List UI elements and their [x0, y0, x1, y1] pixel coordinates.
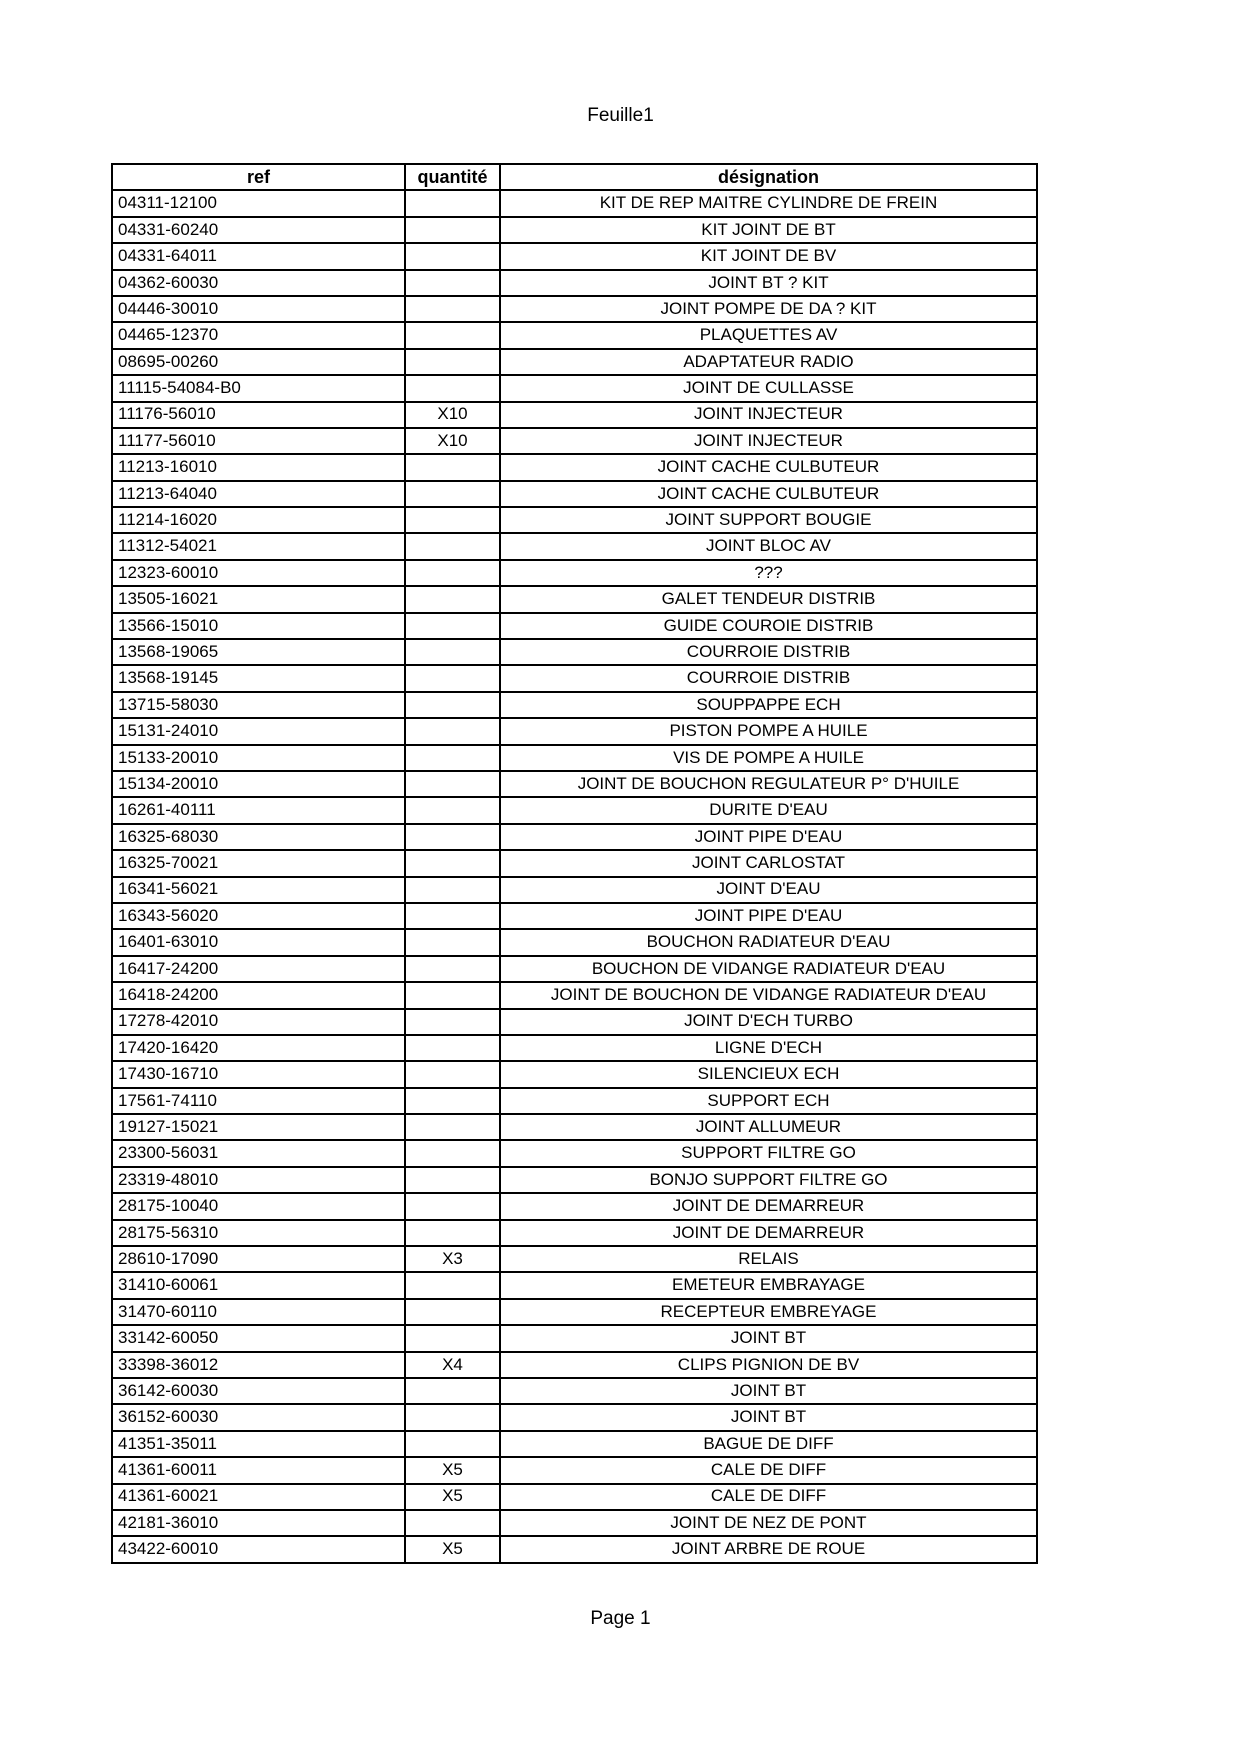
- ref-cell: 17278-42010: [112, 1009, 405, 1035]
- table-row: [112, 243, 1037, 269]
- des-cell: JOINT BT: [500, 1325, 1037, 1351]
- qty-cell: [405, 375, 500, 401]
- qty-cell: [405, 1088, 500, 1114]
- des-cell: PLAQUETTES AV: [500, 322, 1037, 348]
- qty-cell: [405, 692, 500, 718]
- ref-cell: 15133-20010: [112, 745, 405, 771]
- ref-cell: 17430-16710: [112, 1061, 405, 1087]
- table-row: [112, 1220, 1037, 1246]
- ref-cell: 17420-16420: [112, 1035, 405, 1061]
- qty-cell: [405, 718, 500, 744]
- qty-cell: [405, 903, 500, 929]
- qty-cell: [405, 824, 500, 850]
- qty-cell: [405, 1272, 500, 1298]
- des-cell: BAGUE DE DIFF: [500, 1431, 1037, 1457]
- des-cell: GALET TENDEUR DISTRIB: [500, 586, 1037, 612]
- page-number: Page 1: [590, 1608, 651, 1629]
- column-header-designation: désignation: [500, 164, 1037, 190]
- ref-cell: 28175-56310: [112, 1220, 405, 1246]
- ref-cell: 16325-70021: [112, 850, 405, 876]
- ref-cell: 42181-36010: [112, 1510, 405, 1536]
- ref-cell: 43422-60010: [112, 1536, 405, 1562]
- qty-cell: [405, 613, 500, 639]
- table-row: [112, 1457, 1037, 1483]
- ref-cell: 41361-60011: [112, 1457, 405, 1483]
- qty-cell: [405, 771, 500, 797]
- parts-table: [111, 163, 1038, 1564]
- des-cell: JOINT INJECTEUR: [500, 402, 1037, 428]
- qty-cell: [405, 217, 500, 243]
- des-cell: SUPPORT ECH: [500, 1088, 1037, 1114]
- des-cell: JOINT DE BOUCHON DE VIDANGE RADIATEUR D'EAU: [500, 982, 1037, 1008]
- qty-cell: X5: [405, 1457, 500, 1483]
- ref-cell: 04311-12100: [112, 190, 405, 216]
- des-cell: VIS DE POMPE A HUILE: [500, 745, 1037, 771]
- ref-cell: 16401-63010: [112, 929, 405, 955]
- qty-cell: X5: [405, 1536, 500, 1562]
- table-row: [112, 349, 1037, 375]
- table-row: [112, 1009, 1037, 1035]
- table-row: [112, 797, 1037, 823]
- table-row: [112, 824, 1037, 850]
- ref-cell: 16417-24200: [112, 956, 405, 982]
- table-row: [112, 560, 1037, 586]
- ref-cell: 23319-48010: [112, 1167, 405, 1193]
- qty-cell: [405, 454, 500, 480]
- ref-cell: 13568-19145: [112, 665, 405, 691]
- ref-cell: 13715-58030: [112, 692, 405, 718]
- ref-cell: 11214-16020: [112, 507, 405, 533]
- qty-cell: [405, 1220, 500, 1246]
- qty-cell: X4: [405, 1352, 500, 1378]
- ref-cell: 31410-60061: [112, 1272, 405, 1298]
- table-header-row: [112, 164, 1037, 190]
- qty-cell: [405, 243, 500, 269]
- ref-cell: 04465-12370: [112, 322, 405, 348]
- des-cell: BONJO SUPPORT FILTRE GO: [500, 1167, 1037, 1193]
- table-row: [112, 1378, 1037, 1404]
- ref-cell: 17561-74110: [112, 1088, 405, 1114]
- qty-cell: [405, 982, 500, 1008]
- table-row: [112, 1299, 1037, 1325]
- ref-cell: 13505-16021: [112, 586, 405, 612]
- table-row: [112, 1325, 1037, 1351]
- des-cell: ???: [500, 560, 1037, 586]
- des-cell: JOINT POMPE DE DA ? KIT: [500, 296, 1037, 322]
- table-row: [112, 586, 1037, 612]
- qty-cell: [405, 639, 500, 665]
- des-cell: CALE DE DIFF: [500, 1484, 1037, 1510]
- table-row: [112, 428, 1037, 454]
- qty-cell: [405, 1510, 500, 1536]
- table-row: [112, 613, 1037, 639]
- qty-cell: [405, 586, 500, 612]
- ref-cell: 04331-64011: [112, 243, 405, 269]
- ref-cell: 11176-56010: [112, 402, 405, 428]
- qty-cell: [405, 296, 500, 322]
- table-row: [112, 956, 1037, 982]
- des-cell: JOINT BT: [500, 1378, 1037, 1404]
- qty-cell: [405, 1431, 500, 1457]
- qty-cell: [405, 1061, 500, 1087]
- table-row: [112, 1404, 1037, 1430]
- des-cell: COURROIE DISTRIB: [500, 665, 1037, 691]
- table-row: [112, 402, 1037, 428]
- table-row: [112, 692, 1037, 718]
- ref-cell: 41351-35011: [112, 1431, 405, 1457]
- qty-cell: X10: [405, 402, 500, 428]
- des-cell: GUIDE COUROIE DISTRIB: [500, 613, 1037, 639]
- ref-cell: 28610-17090: [112, 1246, 405, 1272]
- qty-cell: [405, 929, 500, 955]
- des-cell: SUPPORT FILTRE GO: [500, 1140, 1037, 1166]
- table-row: [112, 1088, 1037, 1114]
- des-cell: JOINT SUPPORT BOUGIE: [500, 507, 1037, 533]
- ref-cell: 16343-56020: [112, 903, 405, 929]
- table-row: [112, 322, 1037, 348]
- des-cell: RELAIS: [500, 1246, 1037, 1272]
- ref-cell: 16418-24200: [112, 982, 405, 1008]
- qty-cell: [405, 322, 500, 348]
- des-cell: LIGNE D'ECH: [500, 1035, 1037, 1061]
- table-row: [112, 507, 1037, 533]
- qty-cell: [405, 665, 500, 691]
- table-row: [112, 1246, 1037, 1272]
- table-row: [112, 1140, 1037, 1166]
- qty-cell: X10: [405, 428, 500, 454]
- ref-cell: 16325-68030: [112, 824, 405, 850]
- qty-cell: [405, 1035, 500, 1061]
- ref-cell: 15131-24010: [112, 718, 405, 744]
- ref-cell: 04362-60030: [112, 270, 405, 296]
- des-cell: JOINT DE DEMARREUR: [500, 1193, 1037, 1219]
- des-cell: CALE DE DIFF: [500, 1457, 1037, 1483]
- table-row: [112, 982, 1037, 1008]
- table-row: [112, 1061, 1037, 1087]
- des-cell: JOINT CACHE CULBUTEUR: [500, 454, 1037, 480]
- des-cell: JOINT BT: [500, 1404, 1037, 1430]
- qty-cell: [405, 190, 500, 216]
- des-cell: JOINT DE CULLASSE: [500, 375, 1037, 401]
- des-cell: JOINT ALLUMEUR: [500, 1114, 1037, 1140]
- table-row: [112, 1167, 1037, 1193]
- ref-cell: 11177-56010: [112, 428, 405, 454]
- ref-cell: 08695-00260: [112, 349, 405, 375]
- table-row: [112, 1352, 1037, 1378]
- ref-cell: 15134-20010: [112, 771, 405, 797]
- qty-cell: X5: [405, 1484, 500, 1510]
- des-cell: JOINT CACHE CULBUTEUR: [500, 481, 1037, 507]
- table-row: [112, 1484, 1037, 1510]
- des-cell: JOINT ARBRE DE ROUE: [500, 1536, 1037, 1562]
- qty-cell: X3: [405, 1246, 500, 1272]
- qty-cell: [405, 745, 500, 771]
- des-cell: JOINT D'EAU: [500, 877, 1037, 903]
- table-row: [112, 533, 1037, 559]
- table-row: [112, 1431, 1037, 1457]
- sheet-title: Feuille1: [587, 105, 654, 126]
- des-cell: SOUPPAPPE ECH: [500, 692, 1037, 718]
- des-cell: COURROIE DISTRIB: [500, 639, 1037, 665]
- qty-cell: [405, 507, 500, 533]
- qty-cell: [405, 560, 500, 586]
- qty-cell: [405, 1378, 500, 1404]
- des-cell: CLIPS PIGNION DE BV: [500, 1352, 1037, 1378]
- qty-cell: [405, 1167, 500, 1193]
- des-cell: RECEPTEUR EMBREYAGE: [500, 1299, 1037, 1325]
- table-row: [112, 639, 1037, 665]
- des-cell: PISTON POMPE A HUILE: [500, 718, 1037, 744]
- des-cell: JOINT BT ? KIT: [500, 270, 1037, 296]
- des-cell: DURITE D'EAU: [500, 797, 1037, 823]
- des-cell: JOINT INJECTEUR: [500, 428, 1037, 454]
- table-row: [112, 850, 1037, 876]
- qty-cell: [405, 1299, 500, 1325]
- ref-cell: 13566-15010: [112, 613, 405, 639]
- ref-cell: 11213-16010: [112, 454, 405, 480]
- table-row: [112, 270, 1037, 296]
- table-row: [112, 718, 1037, 744]
- qty-cell: [405, 1140, 500, 1166]
- table-row: [112, 1510, 1037, 1536]
- table-row: [112, 1114, 1037, 1140]
- qty-cell: [405, 877, 500, 903]
- ref-cell: 41361-60021: [112, 1484, 405, 1510]
- column-header-ref: ref: [112, 164, 405, 190]
- table-row: [112, 745, 1037, 771]
- ref-cell: 23300-56031: [112, 1140, 405, 1166]
- des-cell: EMETEUR EMBRAYAGE: [500, 1272, 1037, 1298]
- table-row: [112, 190, 1037, 216]
- table-row: [112, 481, 1037, 507]
- ref-cell: 04331-60240: [112, 217, 405, 243]
- des-cell: KIT DE REP MAITRE CYLINDRE DE FREIN: [500, 190, 1037, 216]
- des-cell: KIT JOINT DE BV: [500, 243, 1037, 269]
- qty-cell: [405, 1193, 500, 1219]
- qty-cell: [405, 956, 500, 982]
- qty-cell: [405, 481, 500, 507]
- ref-cell: 12323-60010: [112, 560, 405, 586]
- qty-cell: [405, 1114, 500, 1140]
- ref-cell: 33398-36012: [112, 1352, 405, 1378]
- qty-cell: [405, 797, 500, 823]
- table-row: [112, 1193, 1037, 1219]
- des-cell: SILENCIEUX ECH: [500, 1061, 1037, 1087]
- table-row: [112, 877, 1037, 903]
- des-cell: KIT JOINT DE BT: [500, 217, 1037, 243]
- ref-cell: 33142-60050: [112, 1325, 405, 1351]
- ref-cell: 16261-40111: [112, 797, 405, 823]
- ref-cell: 04446-30010: [112, 296, 405, 322]
- table-row: [112, 217, 1037, 243]
- des-cell: JOINT CARLOSTAT: [500, 850, 1037, 876]
- ref-cell: 16341-56021: [112, 877, 405, 903]
- table-row: [112, 1272, 1037, 1298]
- des-cell: JOINT DE DEMARREUR: [500, 1220, 1037, 1246]
- ref-cell: 31470-60110: [112, 1299, 405, 1325]
- table-row: [112, 454, 1037, 480]
- table-row: [112, 665, 1037, 691]
- qty-cell: [405, 850, 500, 876]
- qty-cell: [405, 1325, 500, 1351]
- table-row: [112, 1035, 1037, 1061]
- table-row: [112, 771, 1037, 797]
- ref-cell: 36142-60030: [112, 1378, 405, 1404]
- des-cell: JOINT DE NEZ DE PONT: [500, 1510, 1037, 1536]
- des-cell: JOINT PIPE D'EAU: [500, 903, 1037, 929]
- table-row: [112, 1536, 1037, 1562]
- ref-cell: 11312-54021: [112, 533, 405, 559]
- des-cell: ADAPTATEUR RADIO: [500, 349, 1037, 375]
- table-body: [112, 190, 1037, 1562]
- ref-cell: 13568-19065: [112, 639, 405, 665]
- ref-cell: 19127-15021: [112, 1114, 405, 1140]
- des-cell: JOINT PIPE D'EAU: [500, 824, 1037, 850]
- table-row: [112, 296, 1037, 322]
- des-cell: JOINT D'ECH TURBO: [500, 1009, 1037, 1035]
- table-row: [112, 375, 1037, 401]
- table-row: [112, 903, 1037, 929]
- qty-cell: [405, 1404, 500, 1430]
- qty-cell: [405, 349, 500, 375]
- qty-cell: [405, 1009, 500, 1035]
- table-row: [112, 929, 1037, 955]
- des-cell: JOINT DE BOUCHON REGULATEUR P° D'HUILE: [500, 771, 1037, 797]
- ref-cell: 11115-54084-B0: [112, 375, 405, 401]
- column-header-quantite: quantité: [405, 164, 500, 190]
- ref-cell: 36152-60030: [112, 1404, 405, 1430]
- ref-cell: 11213-64040: [112, 481, 405, 507]
- qty-cell: [405, 533, 500, 559]
- ref-cell: 28175-10040: [112, 1193, 405, 1219]
- des-cell: BOUCHON RADIATEUR D'EAU: [500, 929, 1037, 955]
- qty-cell: [405, 270, 500, 296]
- des-cell: BOUCHON DE VIDANGE RADIATEUR D'EAU: [500, 956, 1037, 982]
- des-cell: JOINT BLOC AV: [500, 533, 1037, 559]
